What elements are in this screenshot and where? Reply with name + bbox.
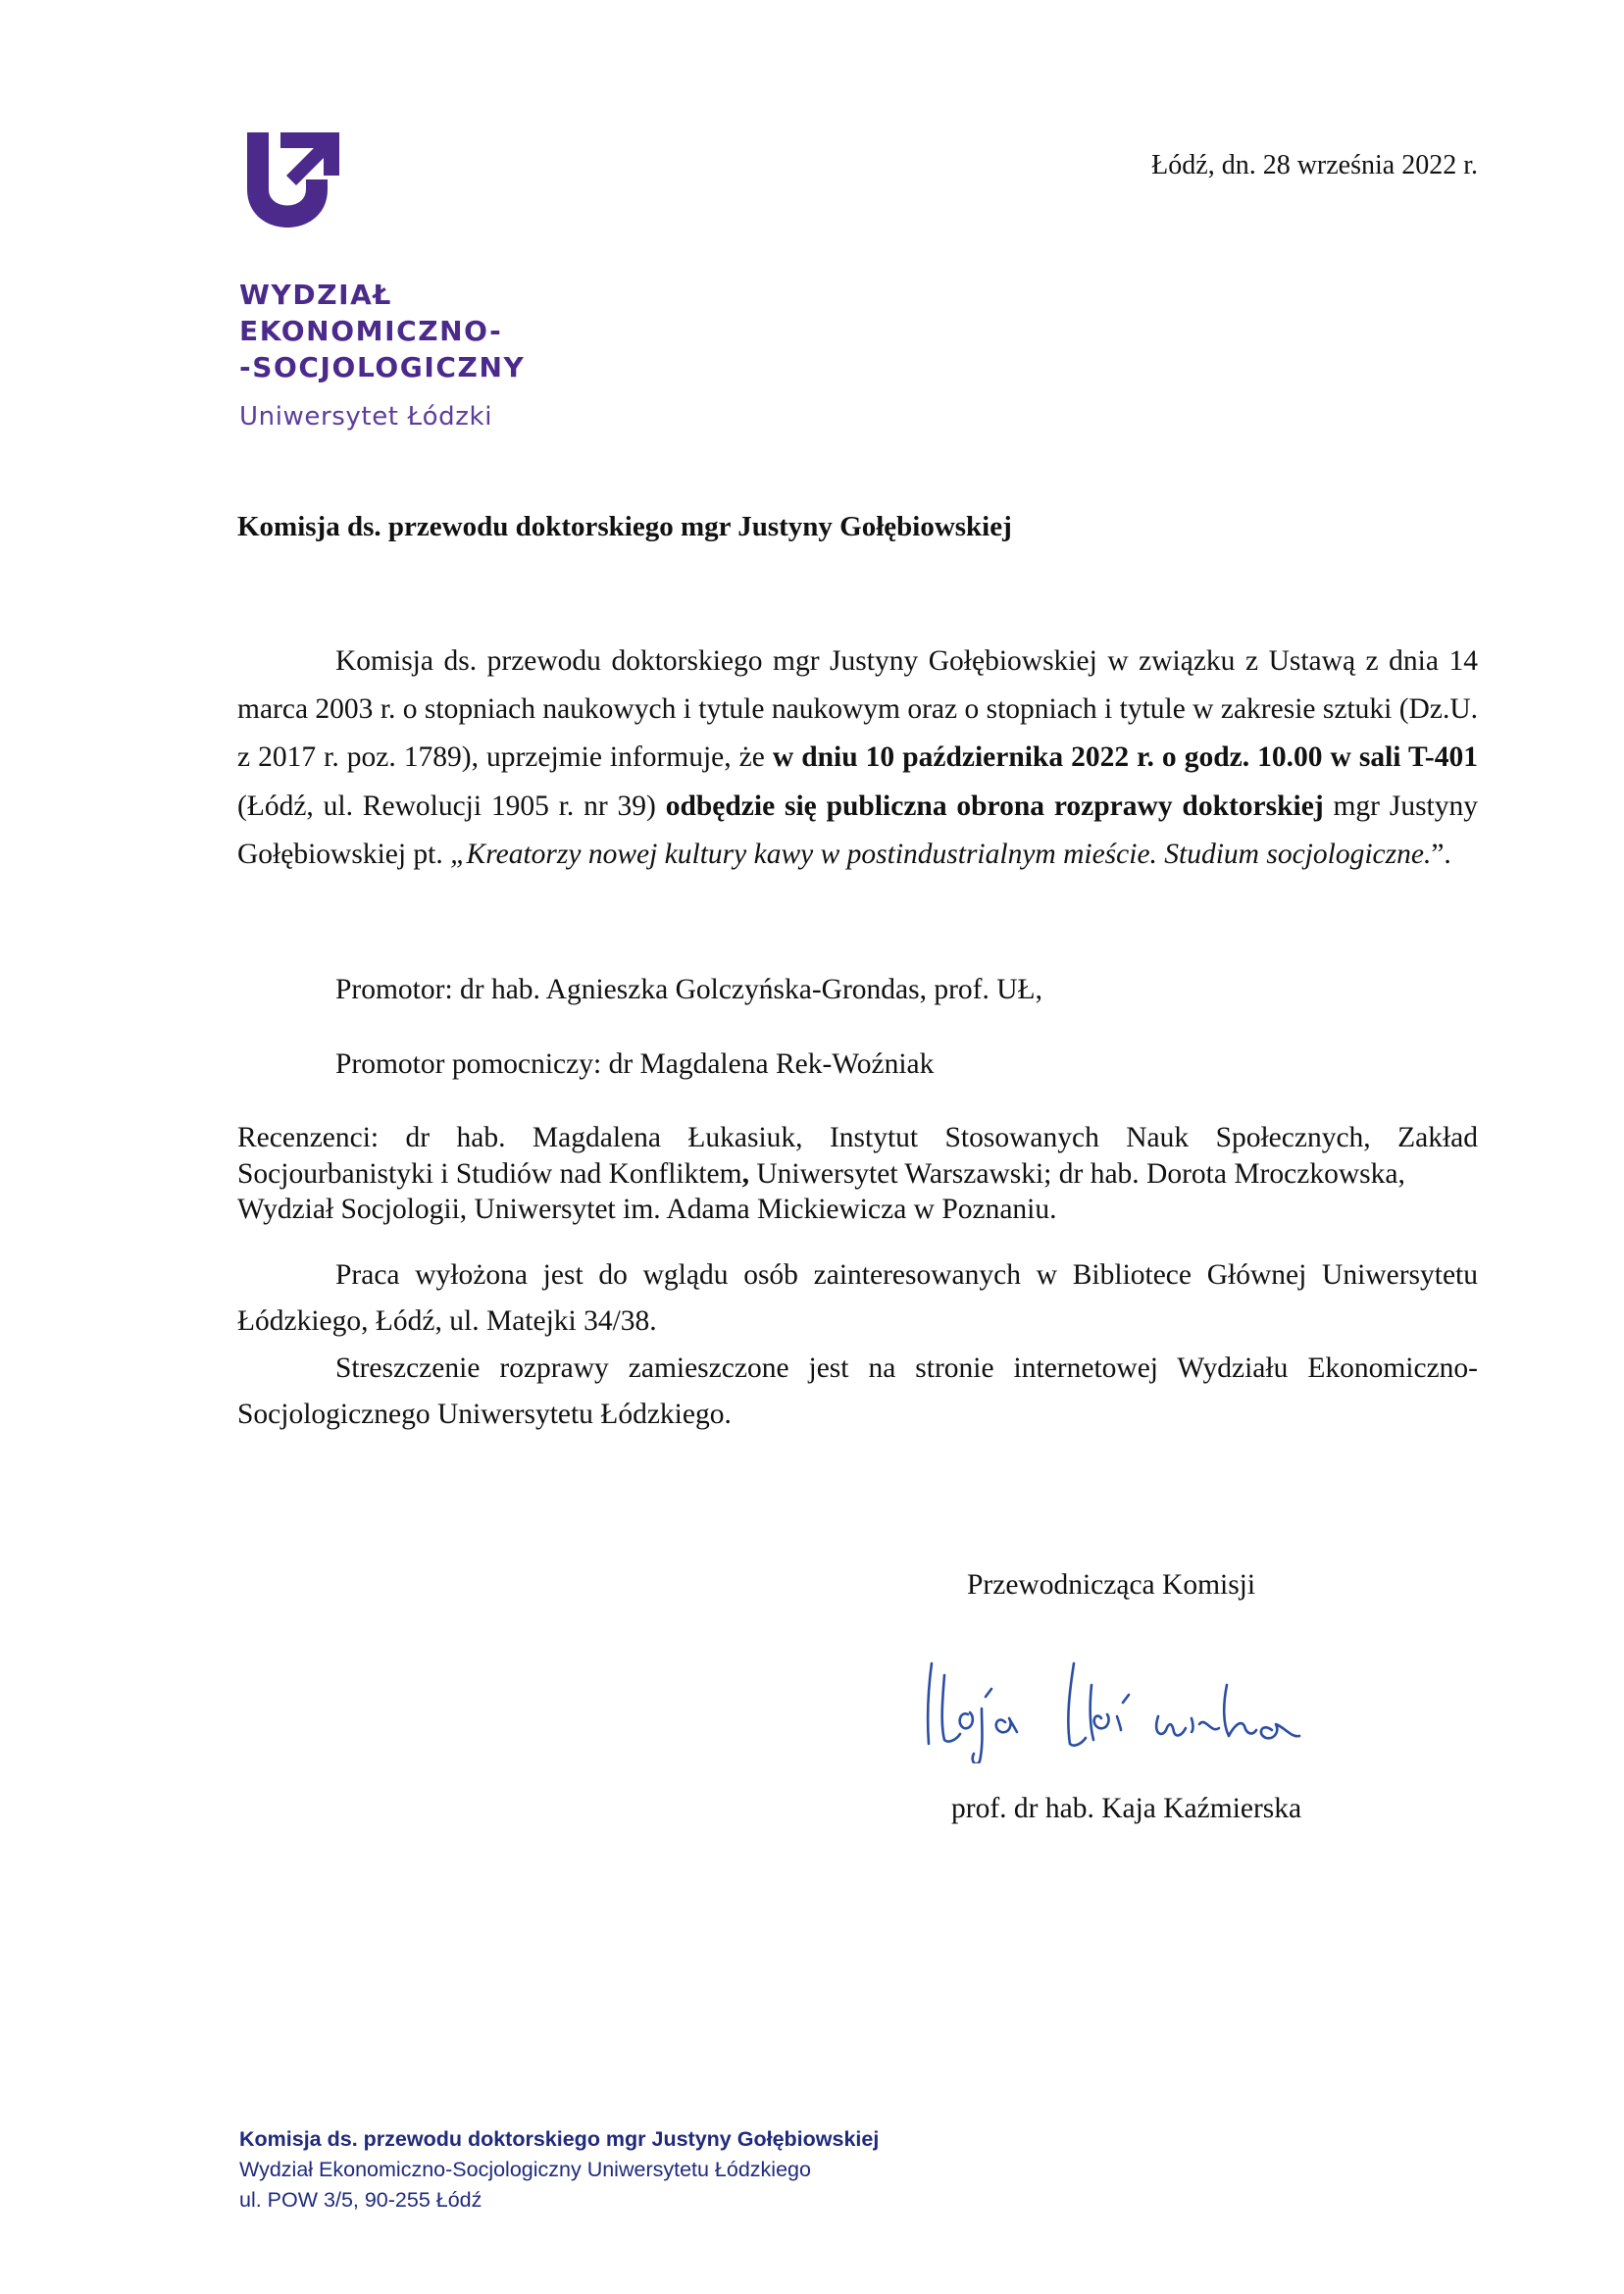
footer-address: ul. POW 3/5, 90-255 Łódź [239,2188,482,2212]
reviewers-text-3: Wydział Socjologii, Uniwersytet im. Adama Mickiewicza w Poznaniu. [237,1194,1057,1225]
thesis-access-paragraph: Praca wyłożona jest do wglądu osób zainteresowanych w Bibliotece Głównej Uniwersytetu Łódzkiego, Łódź, ul. Matejki 34/38. [237,1259,1478,1337]
reviewers-text-1: Recenzenci: dr hab. Magdalena Łukasiuk, Instytut Stosowanych Nauk Społecznych, Zakład Socjourbanistyki i Studiów nad Konfliktem [237,1122,1478,1190]
announcement-text-end: ”. [1431,838,1451,870]
reviewers-comma: , [741,1157,749,1190]
defense-date-place: w dniu 10 października 2022 r. o godz. 10.00 w sali T-401 [772,741,1478,774]
letter-date: Łódź, dn. 28 września 2022 r. [1151,150,1478,180]
reviewers-paragraph [237,1120,1478,1192]
announcement-paragraph [237,637,1478,879]
chair-role: Przewodnicząca Komisji [967,1569,1256,1601]
university-name: Uniwersytet Łódzki [239,402,493,432]
promoter-line: Promotor: dr hab. Agnieszka Golczyńska-Grondas, prof. UŁ, [335,974,1042,1005]
faculty-name-line-2: EKONOMICZNO- [239,315,503,347]
handwritten-signature-image [907,1646,1397,1763]
faculty-name [239,277,525,385]
reviewers-text-2: Uniwersytet Warszawski; dr hab. Dorota Mroczkowska, [748,1157,1405,1190]
faculty-name-line-1: WYDZIAŁ [239,279,392,311]
announcement-text-1: Komisja ds. przewodu doktorskiego mgr Justyny Gołębiowskiej w związku z Ustawą z dnia 14 marca 2003 r. o stopniach naukowych i tytule naukowym oraz o stopniach i tytule w zakresie sztuki (Dz.U. z 2017 r. poz. 1789), uprzejmie informuje, że [237,645,1478,774]
letter-footer [239,2124,879,2216]
letter-title: Komisja ds. przewodu doktorskiego mgr Justyny Gołębiowskiej [237,511,1012,542]
auxiliary-promoter-line: Promotor pomocniczy: dr Magdalena Rek-Woźniak [335,1048,935,1080]
abstract-info-paragraph: Streszczenie rozprawy zamieszczone jest na stronie internetowej Wydziału Ekonomiczno-Socjologicznego Uniwersytetu Łódzkiego. [237,1352,1478,1430]
defense-address: (Łódź, ul. Rewolucji 1905 r. nr 39) [237,790,666,822]
chair-name: prof. dr hab. Kaja Kaźmierska [951,1793,1302,1824]
defense-announcement: odbędzie się publiczna obrona rozprawy doktorskiej [665,790,1324,822]
announcement-text-2: mgr Justyny Gołębiowskiej pt. [237,790,1478,870]
thesis-title: „Kreatorzy nowej kultury kawy w postindustrialnym mieście. Studium socjologiczne. [450,838,1432,870]
faculty-name-line-3: -SOCJOLOGICZNY [239,351,526,383]
footer-faculty: Wydział Ekonomiczno-Socjologiczny Uniwersytetu Łódzkiego [239,2158,811,2181]
footer-committee: Komisja ds. przewodu doktorskiego mgr Justyny Gołębiowskiej [239,2127,880,2151]
ul-arrow-logo-icon [235,132,339,246]
